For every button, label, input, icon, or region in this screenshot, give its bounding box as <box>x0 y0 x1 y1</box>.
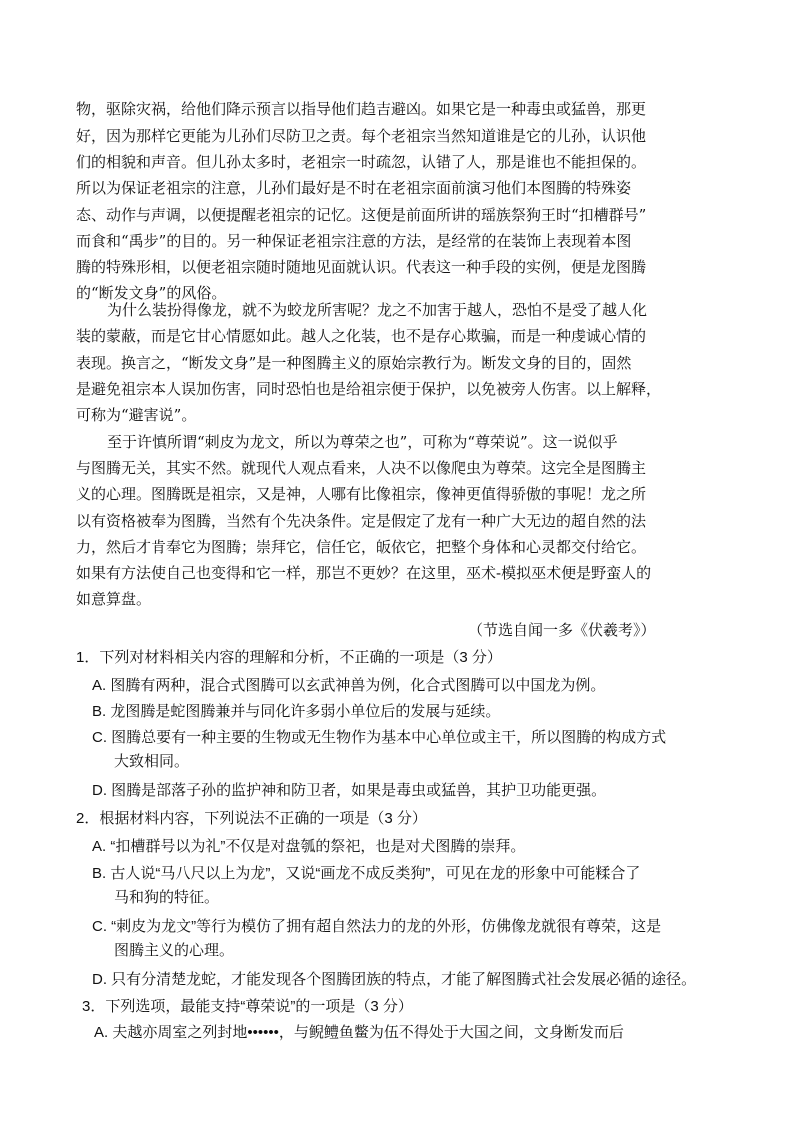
passage-line: 装的蒙蔽，而是它甘心情愿如此。越人之化装，也不是存心欺骗，而是一种虔诚心情的 <box>76 327 647 345</box>
answer-option-continued: 马和狗的特征。 <box>114 889 220 906</box>
passage-line: 腾的特殊形相，以便老祖宗随时随地见面就认识。代表这一种手段的实例，便是龙图腾 <box>76 258 647 276</box>
passage-line: 们的相貌和声音。但儿孙太多时，老祖宗一时疏忽，认错了人，那是谁也不能担保的。 <box>76 153 647 171</box>
passage-line: 所以为保证老祖宗的注意，儿孙们最好是不时在老祖宗面前演习他们本图腾的特殊姿 <box>76 179 632 197</box>
answer-option-continued: 大致相同。 <box>114 753 190 770</box>
answer-option[interactable]: A. 图腾有两种，混合式图腾可以玄武神兽为例，化合式图腾可以中国龙为例。 <box>92 677 606 694</box>
passage-line: 与图腾无关，其实不然。就现代人观点看来，人决不以像爬虫为尊荣。这完全是图腾主 <box>76 459 647 477</box>
passage-line: 而食和“禹步”的目的。另一种保证老祖宗注意的方法，是经常的在装饰上表现着本图 <box>76 232 632 250</box>
passage-line: 可称为“避害说”。 <box>76 406 197 424</box>
passage-line: 至于许慎所谓“刺皮为龙文，所以为尊荣之也”，可称为“尊荣说”。这一说似乎 <box>107 433 618 451</box>
passage-line: 态、动作与声调，以便提醒老祖宗的记忆。这便是前面所讲的瑶族祭狗王时“扣槽群号” <box>76 206 647 224</box>
question-stem: 1．下列对材料相关内容的理解和分析，不正确的一项是（3 分） <box>76 649 502 666</box>
answer-option[interactable]: D. 只有分清楚龙蛇，才能发现各个图腾团族的特点，才能了解图腾式社会发展必循的途径。 <box>92 971 697 988</box>
passage-line: 的“断发文身”的风俗。 <box>76 284 227 302</box>
passage-line: 是避免祖宗本人误加伤害，同时恐怕也是给祖宗便于保护，以免被旁人伤害。以上解释， <box>76 380 662 398</box>
passage-line: 好，因为那样它更能为儿孙们尽防卫之责。每个老祖宗当然知道谁是它的儿孙，认识他 <box>76 127 647 145</box>
answer-option[interactable]: D. 图腾是部落子孙的监护神和防卫者，如果是毒虫或猛兽，其护卫功能更强。 <box>92 782 607 799</box>
passage-line: 义的心理。图腾既是祖宗，又是神，人哪有比像祖宗，像神更值得骄傲的事呢！龙之所 <box>76 485 647 503</box>
answer-option[interactable]: B. 龙图腾是蛇图腾兼并与同化许多弱小单位后的发展与延续。 <box>92 703 501 720</box>
passage-line: 表现。换言之，“断发文身”是一种图腾主义的原始宗教行为。断发文身的目的，固然 <box>76 354 632 372</box>
answer-option-continued: 图腾主义的心理。 <box>114 942 235 959</box>
passage-line: 如果有方法使自己也变得和它一样，那岂不更妙？在这里，巫术-模拟巫术便是野蛮人的 <box>76 564 652 582</box>
passage-line: 如意算盘。 <box>76 590 152 608</box>
passage-line: 物，驱除灾祸，给他们降示预言以指导他们趋吉避凶。如果它是一种毒虫或猛兽，那更 <box>76 100 647 118</box>
source-citation: （节选自闻一多《伏羲考》） <box>468 621 656 639</box>
passage-line: 力，然后才肯奉它为图腾；崇拜它，信任它，皈依它，把整个身体和心灵都交付给它。 <box>76 538 647 556</box>
answer-option[interactable]: A. 夫越亦周室之列封地••••••，与鲵鳢鱼鳖为伍不得处于大国之间，文身断发而后 <box>94 1024 624 1041</box>
question-stem: 2．根据材料内容，下列说法不正确的一项是（3 分） <box>76 810 427 827</box>
passage-line: 以有资格被奉为图腾，当然有个先决条件。定是假定了龙有一种广大无边的超自然的法 <box>76 512 647 530</box>
answer-option[interactable]: C. 图腾总要有一种主要的生物或无生物作为基本中心单位或主干，所以图腾的构成方式 <box>92 729 667 746</box>
passage-line: 为什么装扮得像龙，就不为蛟龙所害呢？龙之不加害于越人，恐怕不是受了越人化 <box>107 301 648 319</box>
answer-option[interactable]: B. 古人说“马八尺以上为龙”，又说“画龙不成反类狗”，可见在龙的形象中可能糅合了 <box>92 865 641 882</box>
answer-option[interactable]: A. “扣槽群号以为礼”不仅是对盘瓠的祭祀，也是对犬图腾的崇拜。 <box>92 838 526 855</box>
question-stem: 3．下列选项，最能支持“尊荣说”的一项是（3 分） <box>82 998 413 1015</box>
answer-option[interactable]: C. “刺皮为龙文”等行为模仿了拥有超自然法力的龙的外形，仿佛像龙就很有尊荣，这是 <box>92 918 662 935</box>
